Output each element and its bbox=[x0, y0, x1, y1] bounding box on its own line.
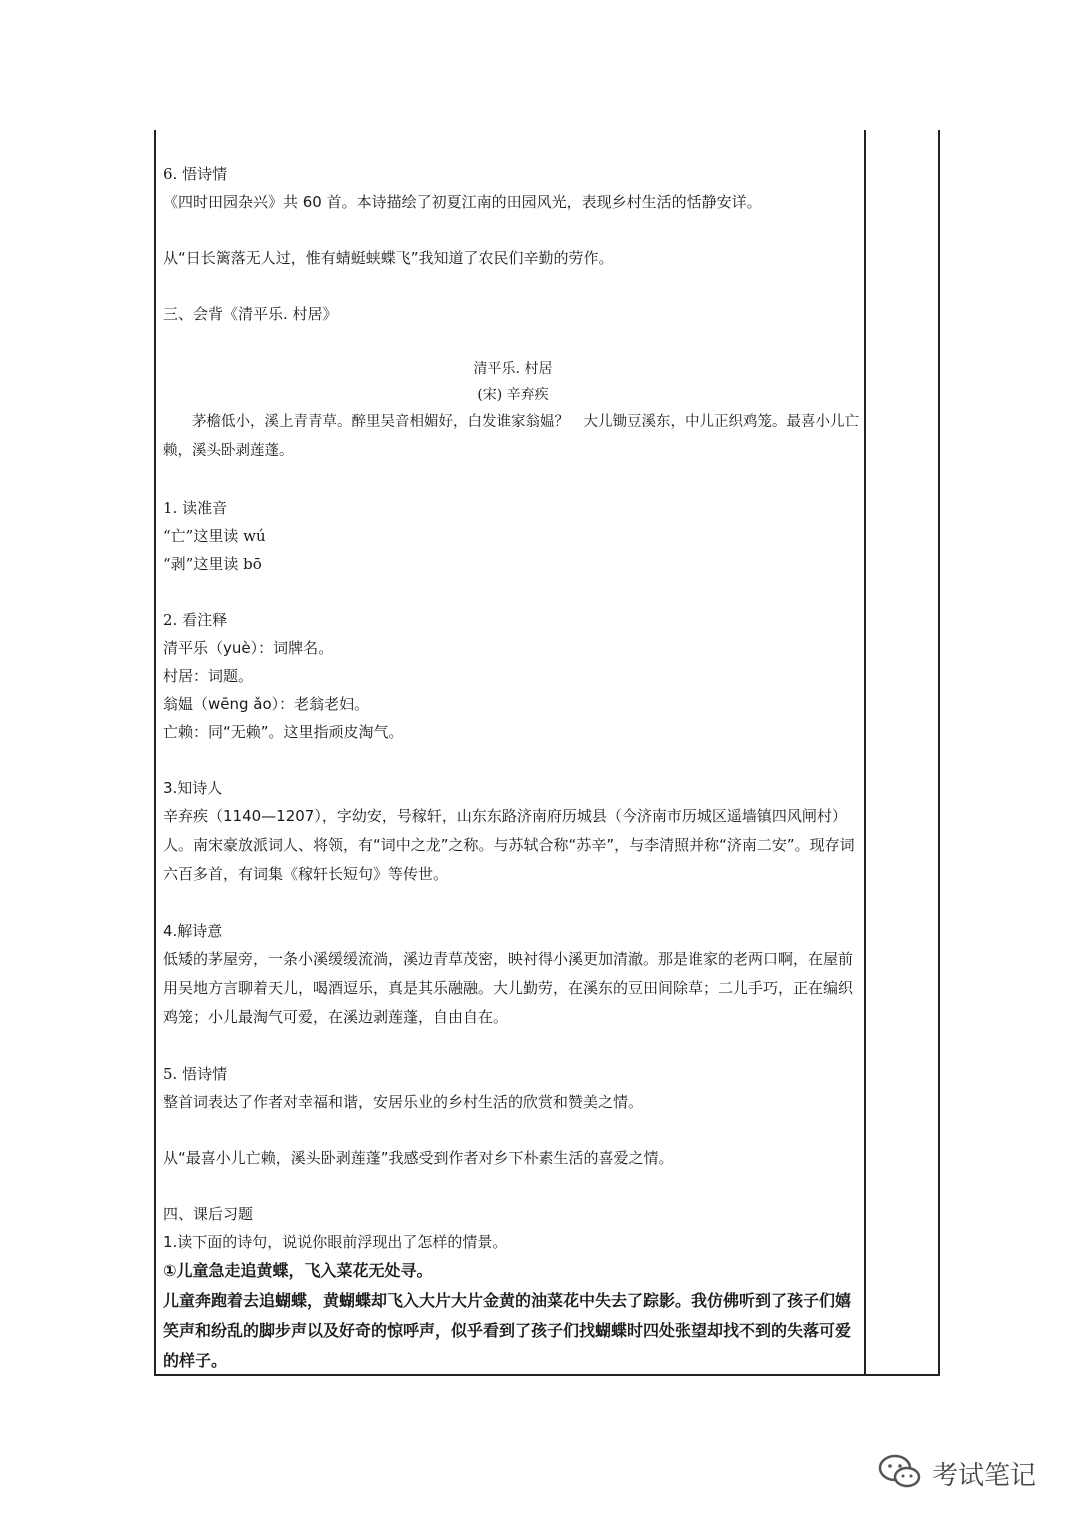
exercise-question-1: 1.读下面的诗句，说说你眼前浮现出了怎样的情景。 bbox=[163, 1233, 508, 1251]
poet-heading: 3.知诗人 bbox=[163, 779, 223, 797]
feel-heading: 5. 悟诗情 bbox=[163, 1065, 228, 1083]
section-6-heading: 6. 悟诗情 bbox=[163, 165, 228, 183]
notes-line-1: 清平乐（yuè）：词牌名。 bbox=[163, 639, 334, 657]
notes-heading: 2. 看注释 bbox=[163, 611, 228, 629]
section-4-heading: 四、课后习题 bbox=[163, 1205, 254, 1223]
meaning-heading: 4.解诗意 bbox=[163, 922, 223, 940]
read-heading: 1. 读准音 bbox=[163, 499, 228, 517]
watermark-text: 考试笔记 bbox=[932, 1460, 1037, 1491]
lesson-content bbox=[163, 160, 863, 1376]
feel-paragraph-2: 从“最喜小儿亡赖，溪头卧剥莲蓬”我感受到作者对乡下朴素生活的喜爱之情。 bbox=[163, 1149, 674, 1167]
poem-text: 茅檐低小，溪上青青草。醉里吴音相媚好，白发谁家翁媪？ 大儿锄豆溪东，中儿正织鸡笼。最喜小儿亡赖，溪头卧剥莲蓬。 bbox=[163, 414, 859, 459]
poem-title: 清平乐. 村居 bbox=[473, 361, 553, 377]
feel-paragraph-1: 整首词表达了作者对幸福和谐，安居乐业的乡村生活的欣赏和赞美之情。 bbox=[163, 1093, 644, 1111]
read-line-2: “剥”这里读 bō bbox=[163, 555, 262, 573]
table-column-divider bbox=[864, 130, 866, 1376]
section-6-paragraph-1: 《四时田园杂兴》共 60 首。本诗描绘了初夏江南的田园风光，表现乡村生活的恬静安详。 bbox=[163, 193, 762, 211]
exercise-poem-line: ①儿童急走追黄蝶，飞入菜花无处寻。 bbox=[163, 1261, 433, 1280]
watermark bbox=[876, 1448, 1036, 1498]
table-left-border bbox=[154, 130, 156, 1376]
section-6-paragraph-2: 从“日长篱落无人过，惟有蜻蜓蛱蝶飞”我知道了农民们辛勤的劳作。 bbox=[163, 249, 614, 267]
meaning-text: 低矮的茅屋旁，一条小溪缓缓流淌，溪边青草茂密，映衬得小溪更加清澈。那是谁家的老两口啊，在屋前用吴地方言聊着天儿，喝酒逗乐，真是其乐融融。大儿勤劳，在溪东的豆田间除草；二儿手巧，正在编织鸡笼；小儿最淘气可爱，在溪边剥莲蓬，自由自在。 bbox=[163, 950, 854, 1026]
poet-text: 辛弃疾（1140—1207），字幼安，号稼轩，山东东路济南府历城县（今济南市历城区遥墙镇四风闸村）人。南宋豪放派词人、将领，有“词中之龙”之称。与苏轼合称“苏辛”，与李清照并称“济南二安”。现存词六百多首，有词集《稼轩长短句》等传世。 bbox=[163, 807, 855, 883]
section-3-heading: 三、会背《清平乐. 村居》 bbox=[163, 305, 338, 323]
notes-line-3: 翁媪（wēng ǎo）：老翁老妇。 bbox=[163, 695, 370, 713]
notes-line-2: 村居：词题。 bbox=[163, 667, 254, 685]
notes-line-4: 亡赖：同“无赖”。这里指顽皮淘气。 bbox=[163, 723, 404, 741]
exercise-answer: 儿童奔跑着去追蝴蝶，黄蝴蝶却飞入大片大片金黄的油菜花中失去了踪影。我仿佛听到了孩子们嬉笑声和纷乱的脚步声以及好奇的惊呼声，似乎看到了孩子们找蝴蝶时四处张望却找不到的失落可爱的样子。 bbox=[163, 1291, 852, 1370]
wechat-logo-icon bbox=[876, 1451, 924, 1495]
read-line-1: “亡”这里读 wú bbox=[163, 527, 266, 545]
poem-author: (宋) 辛弃疾 bbox=[477, 387, 549, 403]
table-right-border bbox=[938, 130, 940, 1376]
